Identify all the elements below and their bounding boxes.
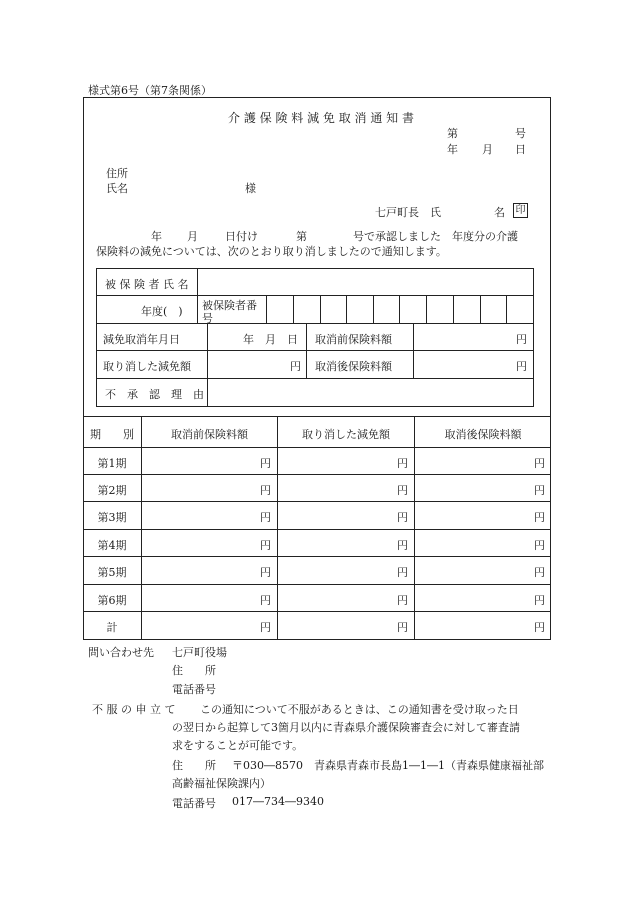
- header-cancelled: 取り消した減免額: [302, 428, 390, 441]
- contact-phone-label: 電話番号: [172, 683, 216, 696]
- period-row-after-yen: 円: [534, 539, 545, 552]
- appeal-phone-label: 電話番号: [172, 797, 216, 810]
- header-after: 取消後保険料額: [444, 428, 522, 441]
- number-dai: 第: [447, 127, 458, 140]
- body-tsuki: 月: [187, 230, 198, 243]
- appeal-text-3: 求をすることが可能です。: [172, 739, 304, 752]
- period-row-after-yen: 円: [534, 511, 545, 524]
- issuer-mei: 名: [494, 206, 505, 219]
- period-row-before-yen: 円: [260, 511, 271, 524]
- contact-office: 七戸町役場: [172, 646, 227, 659]
- after-amount-yen: 円: [516, 360, 527, 373]
- period-row-label: 第6期: [97, 594, 127, 607]
- period-row-label: 第2期: [97, 484, 127, 497]
- after-amount-label: 取消後保険料額: [315, 360, 392, 373]
- period-row-before-yen: 円: [260, 566, 271, 579]
- period-row-cancelled-yen: 円: [397, 539, 408, 552]
- period-row-cancelled-yen: 円: [397, 566, 408, 579]
- date-nen: 年: [447, 143, 458, 156]
- appeal-label: 不 服 の 申 立 て: [92, 703, 176, 716]
- period-row-label: 第5期: [97, 566, 127, 579]
- reason-label: 不 承 認 理 由: [105, 388, 204, 401]
- appeal-phone-value: 017―734―9340: [232, 795, 324, 808]
- period-row-before-yen: 円: [260, 457, 271, 470]
- body-rest: 号で承認しました 年度分の介護: [353, 230, 518, 243]
- period-row-cancelled-yen: 円: [397, 484, 408, 497]
- appeal-text-1: この通知について不服があるときは、この通知書を受け取った日: [200, 703, 519, 716]
- header-period: 期 別: [90, 428, 134, 441]
- name-label: 氏名: [106, 182, 128, 195]
- cancel-date-label: 減免取消年月日: [103, 333, 180, 346]
- cancelled-reduction-label: 取り消した減免額: [103, 360, 191, 373]
- address-label: 住所: [106, 167, 128, 180]
- cancelled-reduction-yen: 円: [290, 360, 301, 373]
- appeal-address-label: 住 所: [172, 759, 216, 772]
- appeal-address-value: 〒030―8570 青森県青森市長島1―1―1（青森県健康福祉部: [232, 759, 544, 772]
- seal-icon: 印: [513, 203, 528, 218]
- insured-number-label-2: 号: [202, 312, 213, 325]
- period-row-cancelled-yen: 円: [397, 457, 408, 470]
- period-row-cancelled-yen: 円: [397, 511, 408, 524]
- insured-name-label: 被 保 険 者 氏 名: [105, 278, 189, 291]
- period-row-label: 第4期: [97, 539, 127, 552]
- body-hizuke: 日付け: [225, 230, 258, 243]
- cancel-date-value: 年 月 日: [243, 333, 298, 346]
- period-row-label: 第3期: [97, 511, 127, 524]
- issuer-title: 七戸町長 氏: [375, 206, 441, 219]
- period-row-after-yen: 円: [534, 594, 545, 607]
- insured-number-label: 被保険者番: [202, 299, 257, 312]
- period-row-before-yen: 円: [260, 484, 271, 497]
- period-row-before-yen: 円: [260, 539, 271, 552]
- period-row-label: 第1期: [97, 457, 127, 470]
- period-row-after-yen: 円: [534, 484, 545, 497]
- period-row-before-yen: 円: [260, 621, 271, 634]
- body-line-2: 保険料の減免については、次のとおり取り消しましたので通知します。: [96, 245, 447, 258]
- before-amount-label: 取消前保険料額: [315, 333, 392, 346]
- period-row-before-yen: 円: [260, 594, 271, 607]
- document-title: 介 護 保 険 料 減 免 取 消 通 知 書: [228, 111, 414, 125]
- header-before: 取消前保険料額: [171, 428, 248, 441]
- period-row-cancelled-yen: 円: [397, 594, 408, 607]
- appeal-address-value-2: 高齢福祉保険課内）: [172, 777, 271, 790]
- contact-address-label: 住 所: [172, 664, 216, 677]
- period-row-after-yen: 円: [534, 457, 545, 470]
- period-row-cancelled-yen: 円: [397, 621, 408, 634]
- body-nen: 年: [151, 230, 162, 243]
- before-amount-yen: 円: [516, 333, 527, 346]
- year-label: 年度( ): [141, 305, 183, 318]
- sama-suffix: 様: [245, 182, 256, 195]
- date-hi: 日: [515, 143, 526, 156]
- appeal-text-2: の翌日から起算して3箇月以内に青森県介護保険審査会に対して審査請: [172, 721, 520, 734]
- date-tsuki: 月: [482, 143, 493, 156]
- number-go: 号: [515, 127, 526, 140]
- period-row-after-yen: 円: [534, 566, 545, 579]
- body-dai: 第: [296, 230, 307, 243]
- contact-label: 問い合わせ先: [88, 646, 154, 659]
- period-row-after-yen: 円: [534, 621, 545, 634]
- period-row-label: 計: [106, 621, 118, 634]
- form-id: 様式第6号（第7条関係）: [88, 84, 212, 97]
